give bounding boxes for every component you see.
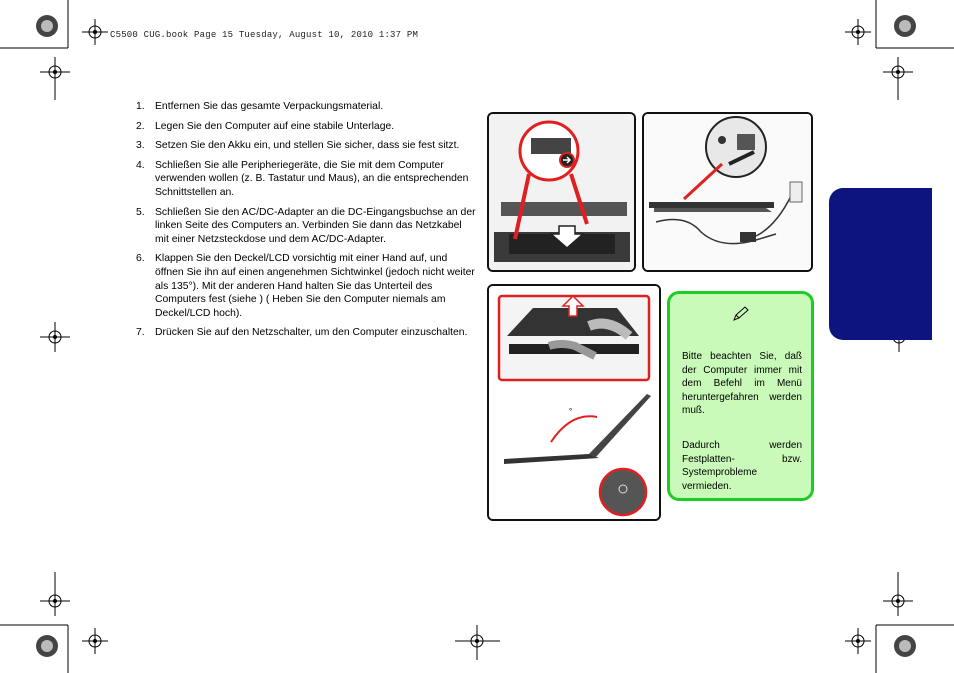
note-box xyxy=(667,291,814,501)
step-text: Drücken Sie auf den Netzschalter, um den Computer einzuschalten. xyxy=(155,327,468,339)
step-item xyxy=(136,206,476,247)
figure-battery-insert xyxy=(487,112,636,272)
adapter-illustration xyxy=(644,114,811,270)
step-number: 1. xyxy=(136,101,145,112)
open-lid-illustration xyxy=(489,286,659,519)
setup-steps xyxy=(136,100,476,346)
step-item xyxy=(136,159,476,200)
step-item xyxy=(136,252,476,320)
battery-illustration xyxy=(489,114,634,270)
step-text: Klappen Sie den Deckel/LCD vorsichtig mit einer Hand auf, und öffnen Sie ihn auf einen angenehmen Sichtwinkel (jedoch nicht weiter als 135°). Mit der anderen Hand halten Sie das Unterteil des Computers fest (siehe ) ( Heben Sie den Computer niemals am Deckel/LCD hoch). xyxy=(155,253,475,319)
step-text: Legen Sie den Computer auf eine stabile Unterlage. xyxy=(155,120,395,132)
step-number: 2. xyxy=(136,120,145,132)
degree-mark: ° xyxy=(569,407,573,416)
step-text: Schließen Sie den AC/DC-Adapter an die DC-Eingangsbuchse an der linken Seite des Computers an. Verbinden Sie dann das Netzkabel mit einer Netzsteckdose und dem AC/DC-Adapter. xyxy=(155,206,476,245)
step-item xyxy=(136,120,476,134)
step-number: 6. xyxy=(136,253,145,265)
step-number: 4. xyxy=(136,159,145,171)
step-number: 5. xyxy=(136,206,145,218)
step-item xyxy=(136,100,476,114)
step-item xyxy=(136,326,476,340)
chapter-tab[interactable] xyxy=(829,188,932,340)
step-text: Setzen Sie den Akku ein, und stellen Sie sicher, dass sie fest sitzt. xyxy=(155,140,460,152)
step-number: 3. xyxy=(136,140,145,152)
figure-adapter-connect xyxy=(642,112,813,272)
step-text: Entfernen Sie das gesamte Verpackungsmaterial. xyxy=(155,101,384,112)
note-paragraph-1: Bitte beachten Sie, daß der Computer immer mit dem Befehl im Menü heruntergefahren werden muß. xyxy=(682,351,802,416)
note-paragraph-2: Dadurch werden Festplatten- bzw. Systemprobleme vermieden. xyxy=(682,440,802,492)
step-item xyxy=(136,139,476,153)
figure-open-lid xyxy=(487,284,661,521)
pencil-icon xyxy=(732,306,750,322)
book-header: C5500 CUG.book Page 15 Tuesday, August 10, 2010 1:37 PM xyxy=(110,30,419,40)
step-text: Schließen Sie alle Peripheriegeräte, die Sie mit dem Computer verwenden wollen (z. B. Tastatur und Maus), an die entsprechenden Schnittstellen an. xyxy=(155,159,469,198)
step-number: 7. xyxy=(136,327,145,339)
